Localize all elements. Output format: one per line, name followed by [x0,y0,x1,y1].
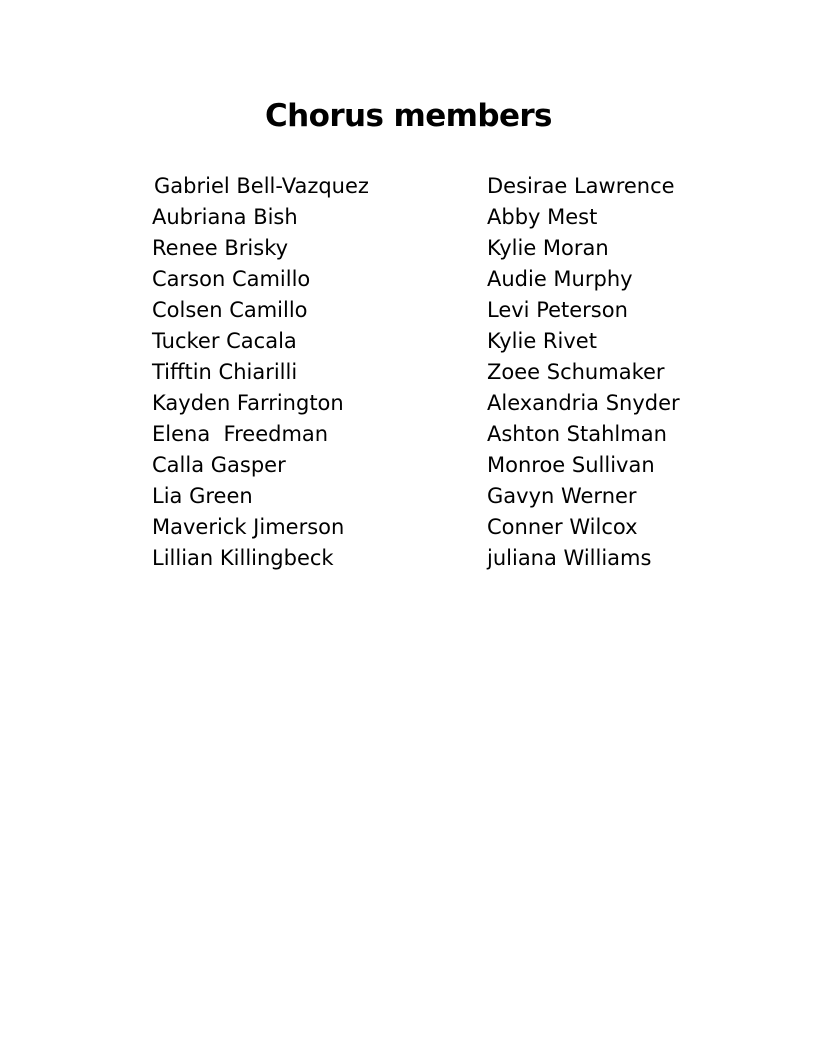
member-name: Kylie Rivet [487,329,597,353]
member-name: Levi Peterson [487,298,628,322]
member-name: Lillian Killingbeck [152,546,334,570]
member-name: Conner Wilcox [487,515,638,539]
member-name: Calla Gasper [152,453,286,477]
member-name: juliana Williams [487,546,652,570]
member-name: Maverick Jimerson [152,515,345,539]
member-name: Tifftin Chiarilli [152,360,298,384]
member-name: Alexandria Snyder [487,391,680,415]
member-name: Audie Murphy [487,267,633,291]
member-name: Kayden Farrington [152,391,344,415]
members-list-right [487,171,680,574]
member-name: Colsen Camillo [152,298,308,322]
member-name: Aubriana Bish [152,205,298,229]
page-title: Chorus members [265,98,552,134]
member-name: Abby Mest [487,205,598,229]
member-name: Gabriel Bell-Vazquez [154,174,369,198]
member-name: Gavyn Werner [487,484,637,508]
member-name: Zoee Schumaker [487,360,665,384]
member-name: Kylie Moran [487,236,609,260]
member-name: Carson Camillo [152,267,311,291]
members-list-left [152,171,369,574]
member-name: Tucker Cacala [152,329,297,353]
member-name: Renee Brisky [152,236,289,260]
member-name: Ashton Stahlman [487,422,667,446]
member-name: Elena Freedman [152,422,329,446]
member-name: Desirae Lawrence [487,174,675,198]
member-name: Lia Green [152,484,253,508]
member-name: Monroe Sullivan [487,453,655,477]
